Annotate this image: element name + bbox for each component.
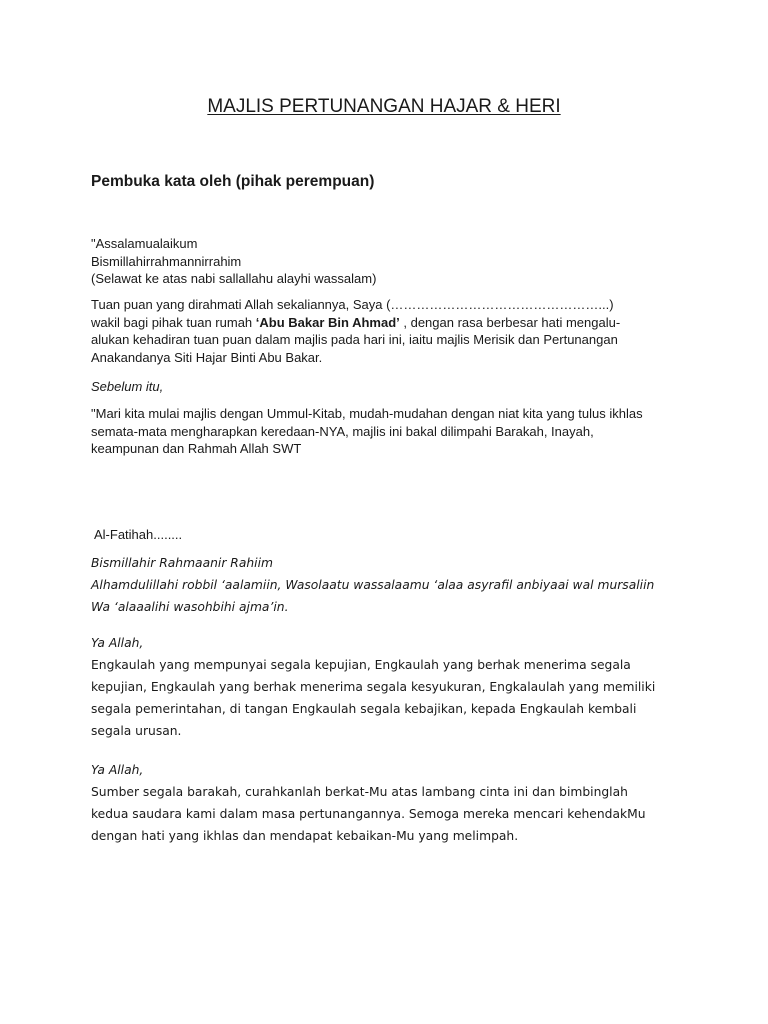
al-fatihah: Al-Fatihah........	[94, 527, 183, 542]
intro-line: Anakandanya Siti Hajar Binti Abu Bakar.	[91, 349, 323, 365]
intro-text: wakil bagi pihak tuan rumah	[91, 314, 256, 330]
greeting-block	[91, 235, 691, 288]
prayer-line: Alhamdulillahi robbil ‘aalamiin, Wasolaatu wassalaamu ‘alaa asyrafil anbiyaai wal mursaliin	[91, 578, 655, 592]
greeting-line: "Assalamualaikum	[91, 236, 198, 251]
section-heading: Pembuka kata oleh (pihak perempuan)	[91, 173, 375, 190]
prayer-line: Wa ‘alaaalihi wasohbihi ajma’in.	[91, 600, 289, 614]
doa-opening: Ya Allah,	[91, 763, 144, 777]
doa-line: segala urusan.	[91, 724, 182, 738]
greeting-line: Bismillahirrahmannirrahim	[91, 253, 242, 269]
doa-line: Engkaulah yang mempunyai segala kepujian, Engkaulah yang berhak menerima segala	[91, 658, 631, 672]
doa-line: dengan hati yang ikhlas dan mendapat kebaikan-Mu yang melimpah.	[91, 829, 519, 843]
intro-text: , dengan rasa berbesar hati mengalu-	[399, 314, 621, 330]
opening-prayer	[91, 552, 731, 618]
invite-line: "Mari kita mulai majlis dengan Ummul-Kitab, mudah-mudahan dengan niat kita yang tulus ikhlas	[91, 406, 643, 421]
intro-line	[91, 314, 691, 332]
invite-line: semata-mata mengharapkan keredaan-NYA, majlis ini bakal dilimpahi Barakah, Inayah,	[91, 423, 594, 439]
doa-line: segala pemerintahan, di tangan Engkaulah segala kebajikan, kepada Engkaulah kembali	[91, 702, 637, 716]
doa-one	[91, 632, 731, 742]
intro-paragraph	[91, 296, 691, 366]
doa-opening: Ya Allah,	[91, 636, 144, 650]
intro-line: Tuan puan yang dirahmati Allah sekaliannya, Saya (…………………………………………...)	[91, 297, 614, 312]
invite-line: keampunan dan Rahmah Allah SWT	[91, 441, 302, 456]
document-title: MAJLIS PERTUNANGAN HAJAR & HERI	[207, 96, 561, 117]
host-name: ‘Abu Bakar Bin Ahmad’	[255, 314, 400, 330]
doa-line: kedua saudara kami dalam masa pertunangannya. Semoga mereka mencari kehendakMu	[91, 807, 646, 821]
intro-line: alukan kehadiran tuan puan dalam majlis pada hari ini, iaitu majlis Merisik dan Pertunangan	[91, 332, 618, 347]
doa-line: Sumber segala barakah, curahkanlah berkat-Mu atas lambang cinta ini dan bimbinglah	[91, 785, 628, 799]
invite-paragraph	[91, 405, 691, 458]
greeting-line: (Selawat ke atas nabi sallallahu alayhi wassalam)	[91, 271, 377, 286]
doa-two	[91, 759, 731, 847]
doa-line: kepujian, Engkaulah yang berhak menerima segala kesyukuran, Engkalaulah yang memiliki	[91, 680, 656, 694]
prayer-line: Bismillahir Rahmaanir Rahiim	[91, 556, 273, 570]
sebelum-itu: Sebelum itu,	[91, 379, 164, 394]
